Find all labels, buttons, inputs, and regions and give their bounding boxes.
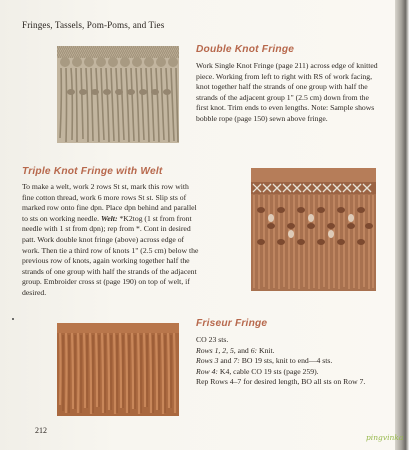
rows-1-text: Knit.	[257, 345, 275, 355]
friseur-fringe-heading: Friseur Fringe	[196, 318, 268, 329]
double-line-3: knot together half the strands of one group with half the	[196, 82, 368, 92]
rows-1-and: and	[235, 345, 251, 355]
triple-line-2: fine cotton thread, work 6 more rows St st. Slip sts of	[22, 192, 187, 202]
row-4-label: Row 4:	[196, 366, 218, 376]
double-knot-fringe-heading: Double Knot Fringe	[196, 44, 295, 55]
triple-line-4b: *K2tog (1 st from front	[117, 213, 192, 223]
triple-knot-fringe-photo	[251, 168, 376, 291]
double-knot-fringe-photo	[57, 46, 179, 143]
rows-1-2-5-label: Rows 1, 2, 5,	[196, 345, 236, 355]
double-knot-fringe-image	[57, 46, 179, 143]
double-line-2: piece. Working from left to right with RS of work facing,	[196, 71, 373, 81]
rows-3-text: BO 19 sts, knit to end—4 sts.	[239, 356, 333, 366]
triple-line-8: previous row of knots, again working together half the	[22, 256, 190, 266]
friseur-row-4	[196, 367, 391, 378]
book-spine-shadow	[395, 0, 409, 450]
triple-line-5: needle with 1 st from dpn); rep from *. Cont in desired	[22, 224, 191, 234]
triple-line-1: To make a welt, work 2 rows St st, mark this row with	[22, 182, 189, 191]
triple-knot-fringe-text	[22, 182, 247, 299]
rows-3-label: Rows 3	[196, 356, 219, 366]
friseur-repeat: Rep Rows 4–7 for desired length, BO all sts on Row 7.	[196, 377, 366, 387]
triple-knot-fringe-heading: Triple Knot Fringe with Welt	[22, 166, 163, 177]
triple-line-4	[22, 214, 247, 225]
row-6-label: 6:	[250, 345, 258, 355]
running-head: Fringes, Tassels, Pom-Poms, and Ties	[22, 20, 165, 30]
row-4-text: K4, cable CO 19 sts (page 259).	[218, 366, 319, 376]
page-number: 212	[35, 426, 47, 435]
double-line-4: strands of the adjacent group 1" (2.5 cm) down from the	[196, 92, 369, 102]
triple-line-6: patt. Work double knot fringe (above) across edge of	[22, 234, 185, 244]
triple-knot-fringe-image	[251, 168, 376, 291]
triple-line-10: group. Embroider cross st (page 190) on top of welt, if	[22, 277, 190, 287]
triple-line-11: desired.	[22, 287, 47, 297]
triple-line-3: marked row onto fine dpn. Place dpn behind and parallel	[22, 203, 197, 213]
double-line-5: first knot. Trim ends to even lengths. Note: Sample shows	[196, 103, 375, 113]
welt-label: Welt:	[101, 213, 118, 223]
page-speck	[12, 318, 14, 320]
triple-line-4a: to sts on working needle.	[22, 213, 100, 223]
rows-3-and: and	[218, 356, 234, 366]
row-7-label: 7:	[233, 356, 240, 366]
double-line-6: bobble rope (page 150) sewn above fringe.	[196, 113, 328, 123]
friseur-fringe-text	[196, 335, 391, 388]
double-line-1: Work Single Knot Fringe (page 211) across edge of knitted	[196, 61, 378, 70]
triple-line-7: work. Then tie a third row of knots 1" (2.5 cm) below the	[22, 245, 199, 255]
friseur-rows-3-7	[196, 356, 391, 367]
friseur-fringe-photo	[57, 323, 179, 416]
double-knot-fringe-text	[196, 61, 386, 125]
signature-watermark: pingvinka	[366, 433, 404, 442]
friseur-fringe-image	[57, 323, 179, 416]
friseur-rows-1-2-5-6	[196, 346, 391, 357]
triple-line-9: strands of one group with half the strands of the adjacent	[22, 266, 197, 276]
friseur-co: CO 23 sts.	[196, 335, 229, 344]
